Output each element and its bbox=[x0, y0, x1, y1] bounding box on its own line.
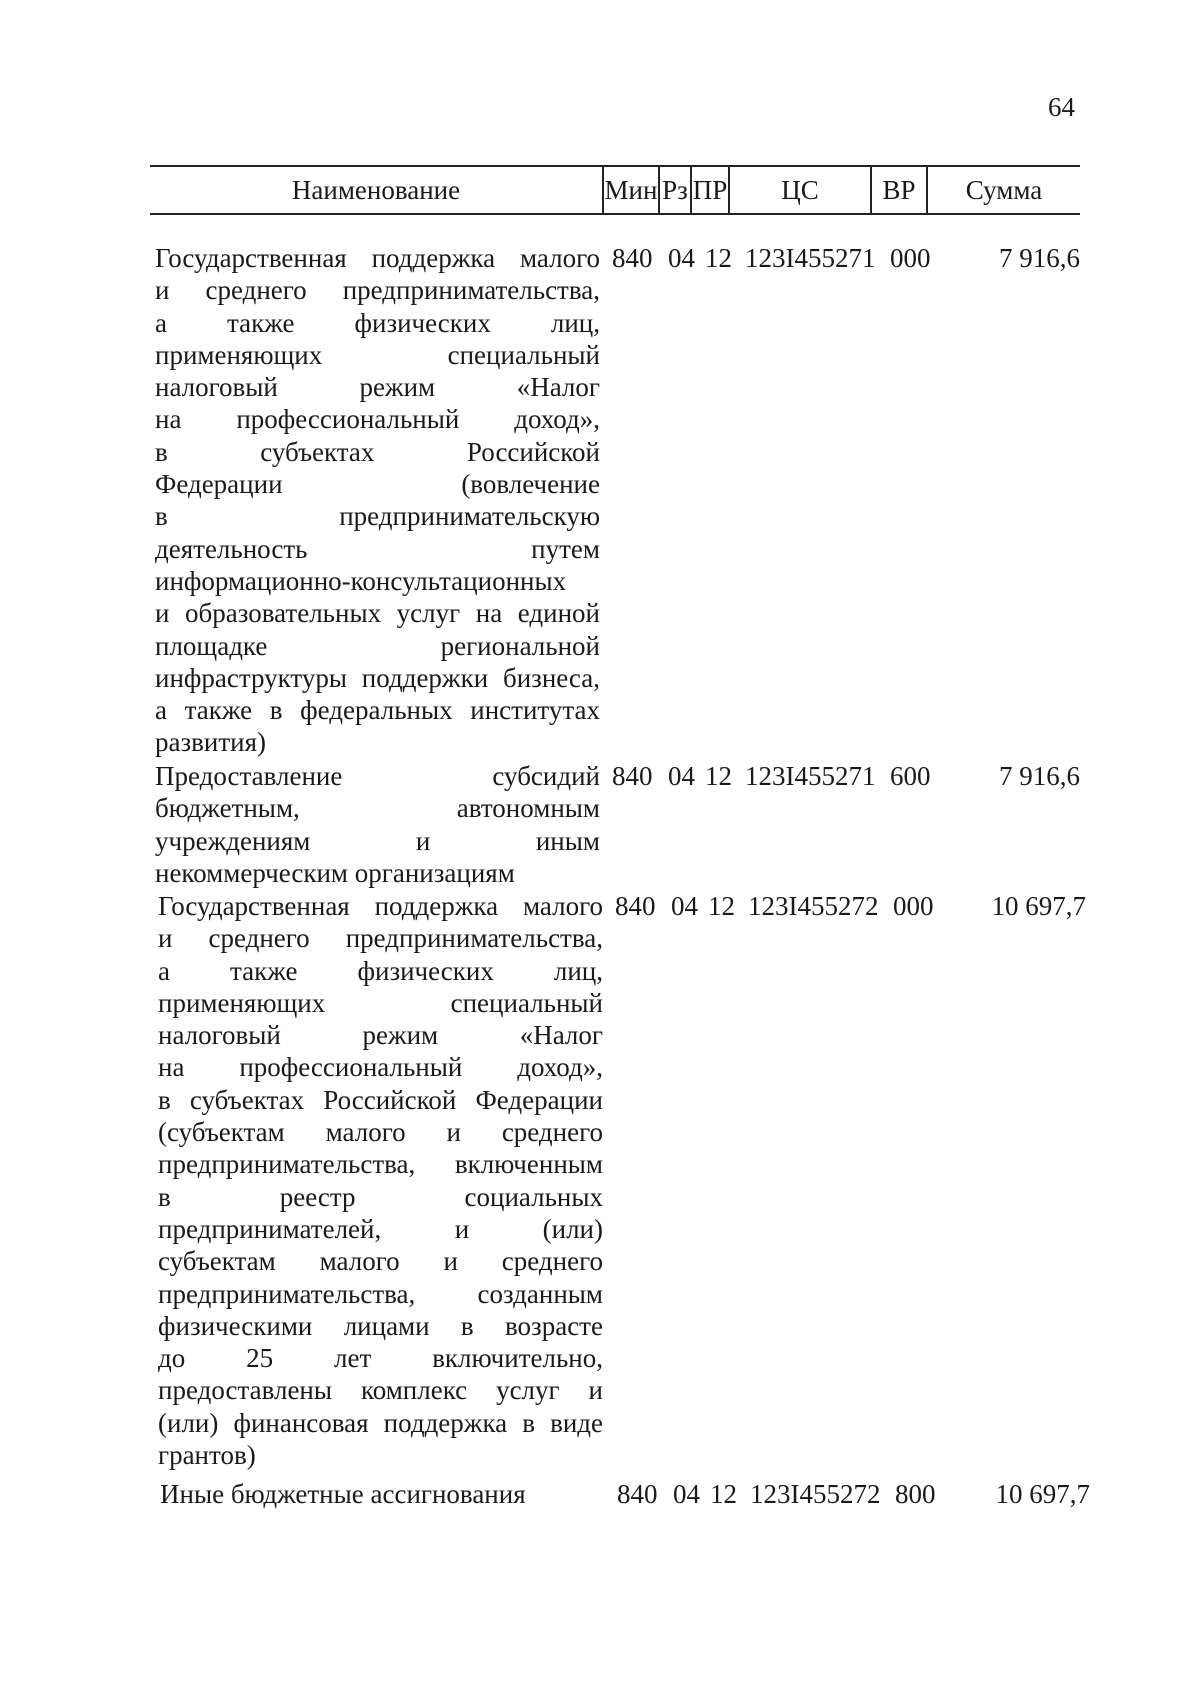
row-pr: 12 bbox=[710, 1479, 737, 1509]
row-name-line: на профессиональный доход», bbox=[155, 404, 600, 435]
row-name-line: а также физических лиц, bbox=[158, 955, 603, 986]
row-name-line: и среднего предпринимательства, bbox=[155, 275, 600, 306]
row-vr: 800 bbox=[895, 1479, 936, 1509]
row-vr: 000 bbox=[890, 243, 931, 273]
row-sum: 7 916,6 bbox=[999, 761, 1080, 791]
row-name-line: развития) bbox=[155, 727, 267, 758]
header-sum: Сумма bbox=[965, 175, 1043, 205]
row-name-line: применяющих специальный bbox=[158, 987, 603, 1018]
row-name-line: Федерации (вовлечение bbox=[155, 469, 600, 500]
row-name-line: (субъектам малого и среднего bbox=[158, 1117, 603, 1148]
row-name-line: деятельность путем bbox=[155, 533, 600, 564]
row-min: 840 bbox=[612, 243, 653, 273]
row-sum: 10 697,7 bbox=[991, 891, 1086, 921]
row-cs: 123I455272 bbox=[748, 891, 879, 921]
row-name-line: в субъектах Российской Федерации bbox=[158, 1084, 603, 1115]
row-name bbox=[155, 760, 600, 889]
row-name-line: в реестр социальных bbox=[158, 1181, 603, 1212]
row-name-line: Государственная поддержка малого bbox=[158, 891, 603, 921]
row-name-line: до 25 лет включительно, bbox=[158, 1343, 603, 1374]
row-name-line: субъектам малого и среднего bbox=[158, 1246, 603, 1277]
row-name-line: физическими лицами в возрасте bbox=[158, 1310, 603, 1341]
row-name-line: на профессиональный доход», bbox=[158, 1052, 603, 1083]
row-name bbox=[160, 1478, 605, 1510]
row-name-line: некоммерческим организациям bbox=[155, 857, 515, 888]
row-min: 840 bbox=[615, 891, 656, 921]
row-name-line: информационно-консультационных bbox=[155, 565, 567, 596]
row-name-line: площадке региональной bbox=[155, 630, 600, 661]
row-vr: 600 bbox=[890, 761, 931, 791]
table-header bbox=[150, 165, 1080, 215]
row-cs: 123I455271 bbox=[745, 243, 876, 273]
row-name-line: применяющих специальный bbox=[155, 339, 600, 370]
row-name-line: в субъектах Российской bbox=[155, 436, 600, 467]
row-name-line: предпринимателей, и (или) bbox=[158, 1213, 603, 1244]
row-name-line: предпринимательства, включенным bbox=[158, 1149, 603, 1180]
row-name bbox=[155, 242, 600, 759]
row-name-line: а также в федеральных институтах bbox=[155, 695, 600, 726]
row-name-line: а также физических лиц, bbox=[155, 307, 600, 338]
row-name-line: грантов) bbox=[158, 1440, 256, 1471]
row-name-line: налоговый режим «Налог bbox=[158, 1020, 603, 1051]
row-name-line: предоставлены комплекс услуг и bbox=[158, 1375, 603, 1406]
row-rz: 04 bbox=[671, 891, 698, 921]
row-name-line: и среднего предпринимательства, bbox=[158, 923, 603, 954]
row-vr: 000 bbox=[893, 891, 934, 921]
row-name-line: в предпринимательскую bbox=[155, 501, 600, 532]
row-rz: 04 bbox=[673, 1479, 700, 1509]
header-pr: ПР bbox=[692, 175, 728, 205]
header-name: Наименование bbox=[291, 175, 461, 205]
row-name-line: предпринимательства, созданным bbox=[158, 1278, 603, 1309]
header-min: Мин bbox=[604, 175, 658, 205]
row-name-line: инфраструктуры поддержки бизнеса, bbox=[155, 662, 600, 693]
row-name-line: налоговый режим «Налог bbox=[155, 372, 600, 403]
row-cs: 123I455272 bbox=[750, 1479, 881, 1509]
row-name bbox=[158, 890, 603, 1471]
header-vr: ВР bbox=[882, 175, 916, 205]
row-sum: 10 697,7 bbox=[995, 1479, 1090, 1509]
row-name-line: Государственная поддержка малого bbox=[155, 243, 600, 273]
row-name-line: (или) финансовая поддержка в виде bbox=[158, 1407, 603, 1438]
header-rz: Рз bbox=[662, 175, 688, 205]
header-cs: ЦС bbox=[781, 175, 819, 205]
row-pr: 12 bbox=[705, 761, 732, 791]
row-name-line: учреждениям и иным bbox=[155, 825, 600, 856]
row-sum: 7 916,6 bbox=[999, 243, 1080, 273]
row-cs: 123I455271 bbox=[745, 761, 876, 791]
row-pr: 12 bbox=[708, 891, 735, 921]
row-pr: 12 bbox=[705, 243, 732, 273]
row-rz: 04 bbox=[668, 761, 695, 791]
row-name-line: Иные бюджетные ассигнования bbox=[160, 1479, 526, 1509]
row-name-line: Предоставление субсидий bbox=[155, 761, 600, 791]
row-rz: 04 bbox=[668, 243, 695, 273]
row-min: 840 bbox=[612, 761, 653, 791]
row-name-line: и образовательных услуг на единой bbox=[155, 598, 600, 629]
row-min: 840 bbox=[617, 1479, 658, 1509]
page-number: 64 bbox=[1048, 92, 1075, 122]
row-name-line: бюджетным, автономным bbox=[155, 793, 600, 824]
